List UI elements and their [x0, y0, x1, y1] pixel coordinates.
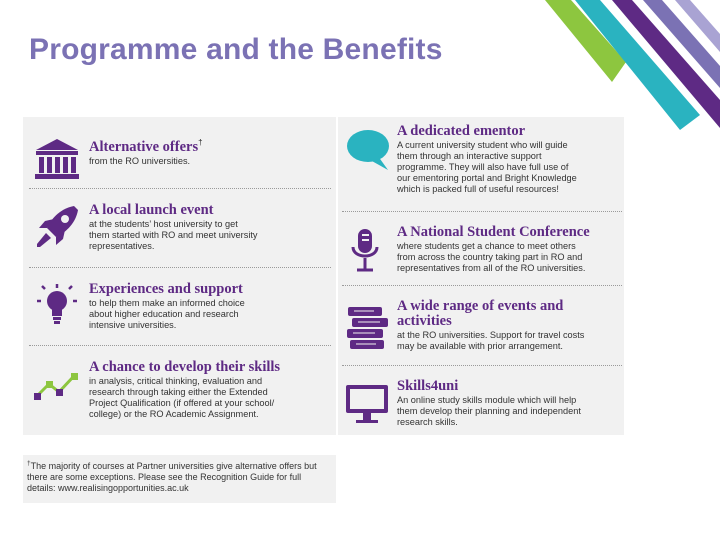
benefit-description: from the RO universities. [89, 155, 191, 166]
benefit-description: in analysis, critical thinking, evaluation and research through taking either the Extended Project Qualification (if offered at your school/ college) or the RO Academic Assignment. [89, 376, 275, 419]
benefit-description: An online study skills module which will help them develop their planning and independent research skills. [397, 395, 581, 427]
benefit-alternative-offers [32, 135, 332, 175]
benefit-heading: A wide range of events and activities [397, 298, 564, 329]
benefit-develop-skills [32, 360, 332, 432]
bank-building-icon [32, 137, 82, 187]
divider [29, 267, 331, 268]
benefit-events-activities [344, 299, 622, 359]
rocket-icon [32, 203, 82, 253]
benefit-heading: A dedicated ementor [397, 123, 526, 139]
left-infographic-panel [23, 117, 336, 435]
benefit-skills4uni [344, 379, 622, 431]
benefit-dedicated-ementor [344, 124, 622, 208]
microphone-icon [344, 227, 394, 277]
benefit-description: at the students’ host university to get them started with RO and meet university representatives. [89, 219, 258, 251]
divider [342, 365, 622, 366]
benefit-experiences-support [32, 282, 332, 342]
speech-bubble-icon [344, 126, 394, 176]
benefit-heading: A chance to develop their skills [89, 359, 281, 375]
benefit-description: A current university student who will guide them through an interactive support programme. They will also have full use of our ementoring portal and Bright Knowledge which is packed full of useful resources! [397, 140, 577, 194]
footnote-text: †The majority of courses at Partner universities give alternative offers but there are some exceptions. Please see the Recognition Guide for full details: www.realisingopportunities.ac.uk [27, 460, 317, 493]
benefit-heading: Experiences and support [89, 281, 243, 297]
line-graph-icon [32, 364, 82, 414]
divider [342, 211, 622, 212]
stack-of-books-icon [344, 303, 394, 353]
slide-title: Programme and the Benefits [29, 33, 443, 66]
benefit-heading: Alternative offers† [89, 138, 203, 155]
benefit-local-launch-event [32, 203, 332, 263]
benefit-description: where students get a chance to meet others from across the country taking part in RO and representatives from all of the RO universities. [397, 241, 586, 273]
benefit-heading: A National Student Conference [397, 224, 590, 240]
benefit-description: at the RO universities. Support for travel costs may be available with prior arrangement. [397, 330, 585, 351]
footnote-panel [23, 455, 336, 503]
benefit-national-conference [344, 225, 622, 283]
benefit-description: to help them make an informed choice about higher education and research intensive universities. [89, 298, 245, 330]
divider [29, 188, 331, 189]
divider [342, 285, 622, 286]
right-infographic-panel [338, 117, 624, 435]
benefit-heading: A local launch event [89, 202, 214, 218]
benefit-heading: Skills4uni [397, 378, 459, 394]
lightbulb-icon [32, 282, 82, 332]
divider [29, 345, 331, 346]
computer-monitor-icon [344, 381, 394, 431]
